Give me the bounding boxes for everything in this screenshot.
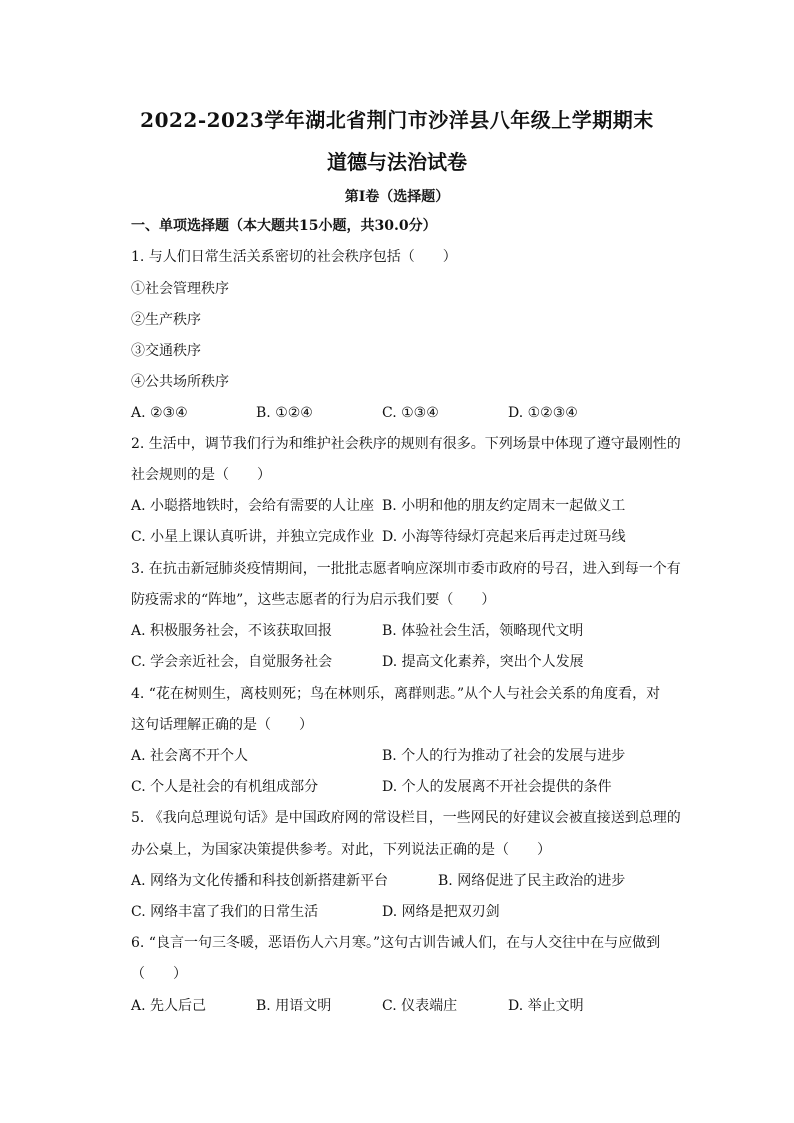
question-2-option-c: C. 小星上课认真听讲，并独立完成作业 xyxy=(131,529,375,545)
section-header: 一、单项选择题（本大题共15小题，共30.0分） xyxy=(131,218,437,234)
question-6-option-d: D. 举止文明 xyxy=(508,998,584,1014)
question-6-stem-line-2: （ ） xyxy=(131,966,187,982)
question-1-item-3: ③交通秩序 xyxy=(131,343,201,359)
question-5-option-b: B. 网络促进了民主政治的进步 xyxy=(438,873,626,889)
question-5-option-d: D. 网络是把双刃剑 xyxy=(382,904,500,920)
exam-title: 2022-2023学年湖北省荆门市沙洋县八年级上学期期末 xyxy=(140,108,654,132)
question-2-option-b: B. 小明和他的朋友约定周末一起做义工 xyxy=(382,498,626,514)
question-1-option-b: B. ①②④ xyxy=(256,405,313,421)
question-3-option-b: B. 体验社会生活，领略现代文明 xyxy=(382,623,584,639)
question-2-stem-line-1: 2. 生活中，调节我们行为和维护社会秩序的规则有很多。下列场景中体现了遵守最刚性的 xyxy=(131,436,681,452)
question-1-item-1: ①社会管理秩序 xyxy=(131,281,229,297)
question-1-stem: 1. 与人们日常生活关系密切的社会秩序包括（ ） xyxy=(131,249,457,265)
question-4-option-d: D. 个人的发展离不开社会提供的条件 xyxy=(382,779,612,795)
question-6-option-b: B. 用语文明 xyxy=(256,998,332,1014)
question-5-option-a: A. 网络为文化传播和科技创新搭建新平台 xyxy=(131,873,389,889)
question-1-option-a: A. ②③④ xyxy=(131,405,188,421)
question-6-stem-line-1: 6. “良言一句三冬暖，恶语伤人六月寒。”这句古训告诫人们，在与人交往中在与应做到 xyxy=(131,935,661,951)
question-5-stem-line-2: 办公桌上，为国家决策提供参考。对此，下列说法正确的是（ ） xyxy=(131,842,551,858)
question-1-option-c: C. ①③④ xyxy=(382,405,439,421)
part-heading: 第I卷（选择题） xyxy=(344,189,450,205)
question-6-option-c: C. 仪表端庄 xyxy=(382,998,458,1014)
question-4-option-c: C. 个人是社会的有机组成部分 xyxy=(131,779,319,795)
question-5-option-c: C. 网络丰富了我们的日常生活 xyxy=(131,904,319,920)
question-4-option-b: B. 个人的行为推动了社会的发展与进步 xyxy=(382,748,626,764)
question-1-item-2: ②生产秩序 xyxy=(131,312,201,328)
exam-subtitle: 道德与法治试卷 xyxy=(327,150,467,174)
question-3-stem-line-1: 3. 在抗击新冠肺炎疫情期间，一批批志愿者响应深圳市委市政府的号召，进入到每一个有 xyxy=(131,561,681,577)
question-4-stem-line-2: 这句话理解正确的是（ ） xyxy=(131,717,313,733)
question-3-stem-line-2: 防疫需求的“阵地”，这些志愿者的行为启示我们要（ ） xyxy=(131,592,496,608)
question-2-option-d: D. 小海等待绿灯亮起来后再走过斑马线 xyxy=(382,529,626,545)
question-3-option-c: C. 学会亲近社会，自觉服务社会 xyxy=(131,654,333,670)
question-2-option-a: A. 小聪搭地铁时，会给有需要的人让座 xyxy=(131,498,375,514)
question-1-option-d: D. ①②③④ xyxy=(508,405,578,421)
question-1-item-4: ④公共场所秩序 xyxy=(131,374,229,390)
question-6-option-a: A. 先人后己 xyxy=(131,998,207,1014)
question-4-option-a: A. 社会离不开个人 xyxy=(131,748,249,764)
question-3-option-d: D. 提高文化素养，突出个人发展 xyxy=(382,654,584,670)
question-4-stem-line-1: 4. “花在树则生，离枝则死；鸟在林则乐，离群则悲。”从个人与社会关系的角度看，对 xyxy=(131,686,661,702)
question-2-stem-line-2: 社会规则的是（ ） xyxy=(131,467,271,483)
question-3-option-a: A. 积极服务社会，不该获取回报 xyxy=(131,623,333,639)
question-5-stem-line-1: 5. 《我向总理说句话》是中国政府网的常设栏目，一些网民的好建议会被直接送到总理的 xyxy=(131,810,681,826)
